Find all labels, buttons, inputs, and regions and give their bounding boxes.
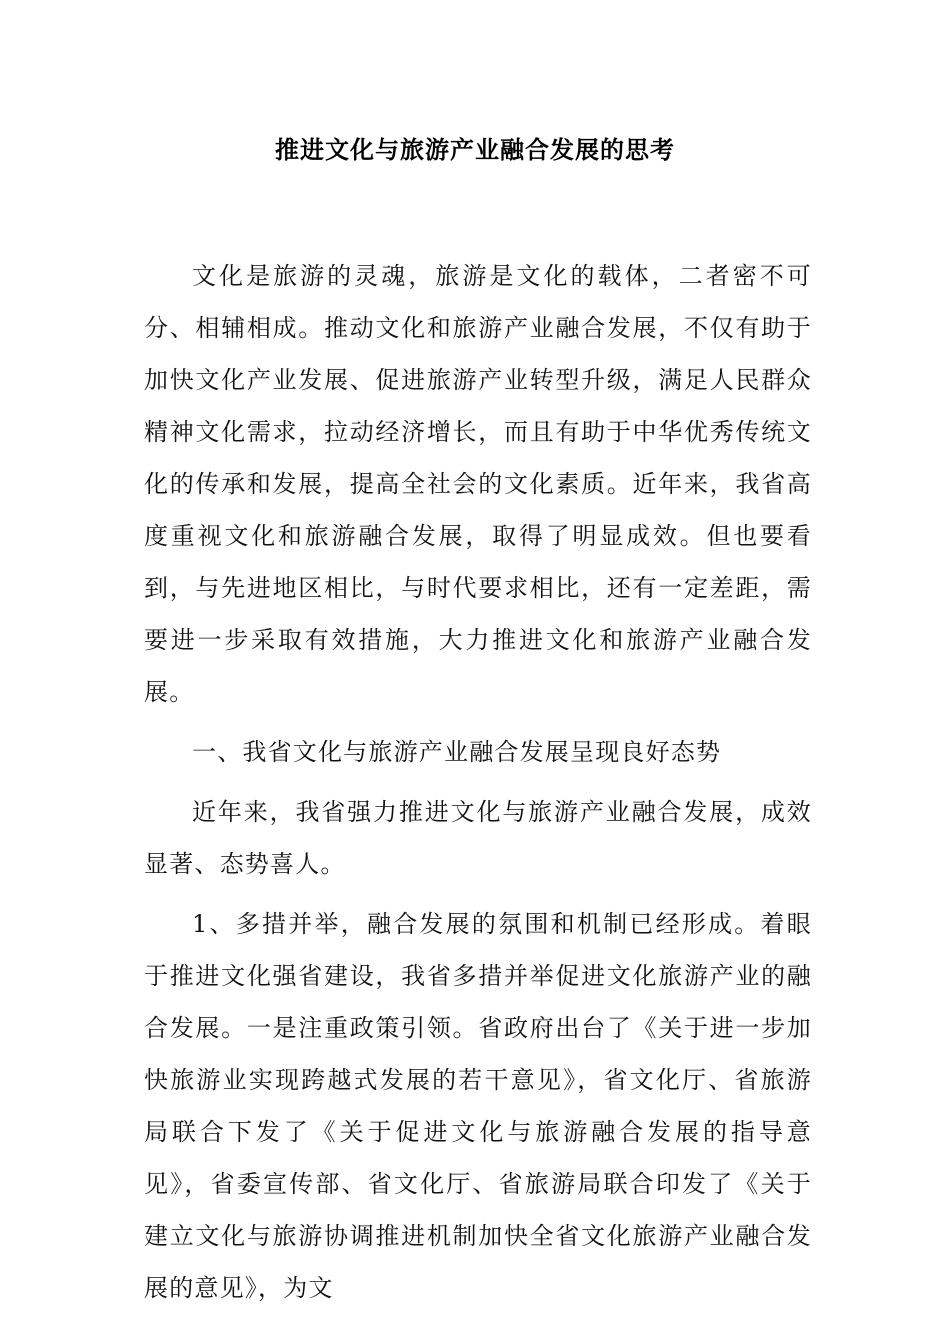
section-heading-1: 一、我省文化与旅游产业融合发展呈现良好态势 <box>192 738 722 766</box>
document-body <box>144 250 812 1322</box>
paragraph-section-1-point-1: 1、多措并举，融合发展的氛围和机制已经形成。着眼于推进文化强省建设，我省多措并举促进文化旅游产业的融合发展。一是注重政策引领。省政府出台了《关于进一步加快旅游业实现跨越式发展的若干意见》，省文化厅、省旅游局联合下发了《关于促进文化与旅游融合发展的指导意见》，省委宣传部、省文化厅、省旅游局联合印发了《关于建立文化与旅游协调推进机制加快全省文化旅游产业融合发展的意见》，为文 <box>144 910 812 1302</box>
paragraph-section-1-intro: 近年来，我省强力推进文化与旅游产业融合发展，成效显著、态势喜人。 <box>144 798 812 878</box>
paragraph-intro: 文化是旅游的灵魂，旅游是文化的载体，二者密不可分、相辅相成。推动文化和旅游产业融合发展，不仅有助于加快文化产业发展、促进旅游产业转型升级，满足人民群众精神文化需求，拉动经济增长，而且有助于中华优秀传统文化的传承和发展，提高全社会的文化素质。近年来，我省高度重视文化和旅游融合发展，取得了明显成效。但也要看到，与先进地区相比，与时代要求相比，还有一定差距，需要进一步采取有效措施，大力推进文化和旅游产业融合发展。 <box>144 262 812 706</box>
document-title: 推进文化与旅游产业融合发展的思考 <box>275 136 675 164</box>
